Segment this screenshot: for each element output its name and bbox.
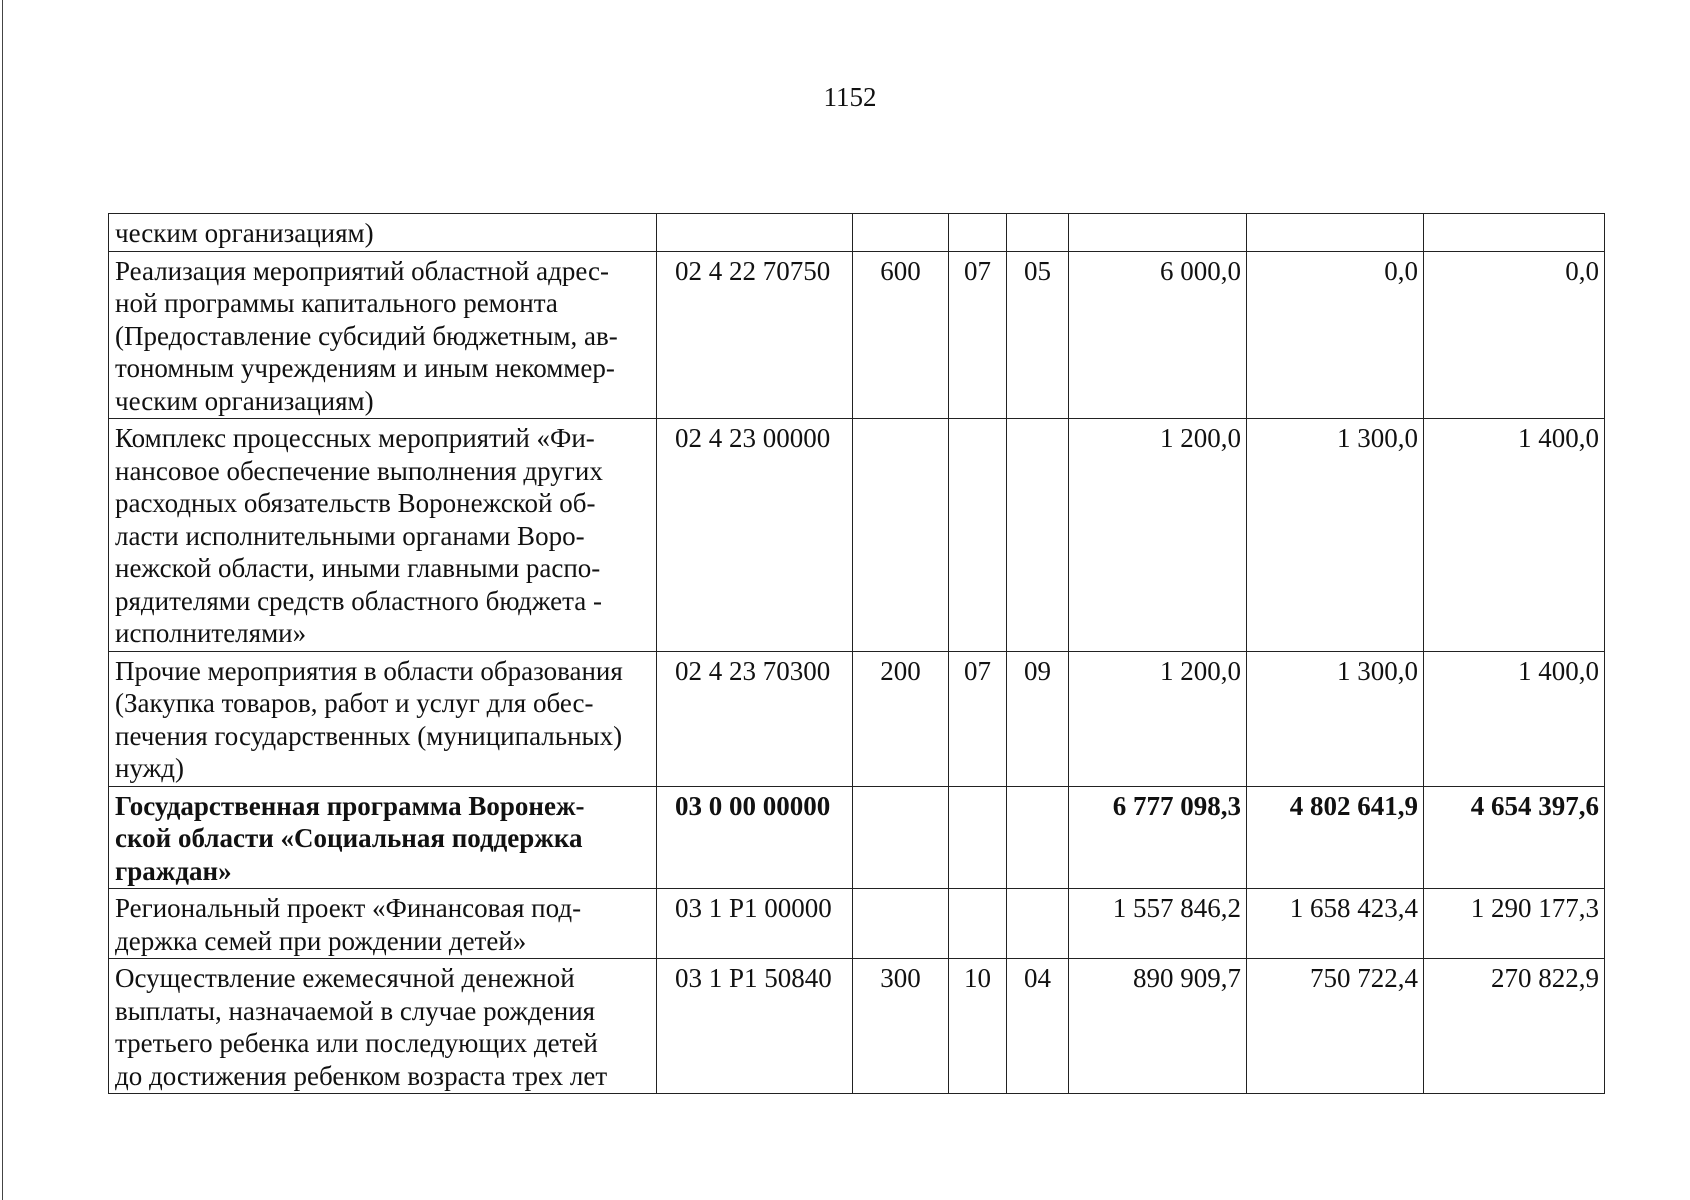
item-name-cell (109, 786, 657, 889)
item-name-cell (109, 651, 657, 786)
item-name-line: ческим организациям) (115, 385, 374, 416)
subsection-code-cell: 09 (1007, 651, 1069, 786)
item-name-line: нужд) (115, 753, 184, 783)
item-name-line: (Предоставление субсидий бюджетным, ав- (115, 320, 618, 351)
amount-year3-cell: 0,0 (1424, 251, 1605, 419)
amount-year3-cell: 270 822,9 (1424, 959, 1605, 1094)
subsection-code-cell: 04 (1007, 959, 1069, 1094)
table-row (109, 419, 1605, 652)
item-name-line: ческим организациям) (115, 218, 374, 248)
amount-year1-cell: 1 557 846,2 (1069, 889, 1247, 959)
item-name-line: третьего ребенка или последующих детей (115, 1028, 598, 1058)
item-name-line: Комплекс процессных мероприятий «Фи- (115, 423, 595, 453)
item-name-line: ной программы капитального ремонта (115, 288, 558, 318)
amount-year2-cell: 1 300,0 (1247, 419, 1424, 652)
item-name-cell (109, 214, 657, 252)
budget-table (108, 213, 1605, 1094)
item-name-line: ской области «Социальная поддержка (115, 823, 583, 853)
expense-type-cell: 200 (853, 651, 949, 786)
item-name-line: нежской области, иными главными распо- (115, 553, 601, 583)
subsection-code-cell (1007, 419, 1069, 652)
amount-year1-cell: 1 200,0 (1069, 651, 1247, 786)
table-row (109, 889, 1605, 959)
expense-type-cell: 300 (853, 959, 949, 1094)
target-article-code-cell: 03 1 Р1 50840 (657, 959, 853, 1094)
section-code-cell: 07 (949, 651, 1007, 786)
section-code-cell: 10 (949, 959, 1007, 1094)
item-name-line: (Закупка товаров, работ и услуг для обес- (115, 688, 594, 718)
section-code-cell (949, 419, 1007, 652)
item-name-line: рядителями средств областного бюджета - (115, 585, 603, 616)
section-code-cell (949, 786, 1007, 889)
section-code-cell: 07 (949, 251, 1007, 419)
amount-year2-cell: 4 802 641,9 (1247, 786, 1424, 889)
item-name-cell (109, 889, 657, 959)
page-number: 1152 (823, 82, 877, 112)
item-name-line: нансовое обеспечение выполнения других (115, 455, 603, 486)
item-name-line: Реализация мероприятий областной адрес- (115, 255, 609, 286)
item-name-line: тономным учреждениям и иным некоммер- (115, 353, 615, 383)
amount-year1-cell: 6 777 098,3 (1069, 786, 1247, 889)
item-name-line: исполнителями» (115, 618, 307, 648)
subsection-code-cell: 05 (1007, 251, 1069, 419)
item-name-line: Региональный проект «Финансовая под- (115, 893, 582, 923)
target-article-code-cell: 02 4 22 70750 (657, 251, 853, 419)
table-row (109, 786, 1605, 889)
amount-year3-cell: 1 400,0 (1424, 419, 1605, 652)
target-article-code-cell: 03 0 00 00000 (657, 786, 853, 889)
amount-year2-cell: 1 300,0 (1247, 651, 1424, 786)
item-name-line: граждан» (115, 855, 232, 886)
amount-year2-cell: 0,0 (1247, 251, 1424, 419)
section-code-cell (949, 214, 1007, 252)
section-code-cell (949, 889, 1007, 959)
amount-year1-cell: 6 000,0 (1069, 251, 1247, 419)
item-name-line: печения государственных (муниципальных) (115, 720, 623, 751)
amount-year2-cell (1247, 214, 1424, 252)
page-margin-line (2, 0, 3, 1200)
item-name-line: расходных обязательств Воронежской об- (115, 488, 596, 518)
table-row (109, 959, 1605, 1094)
item-name-cell (109, 419, 657, 652)
item-name-line: Прочие мероприятия в области образования (115, 655, 623, 686)
expense-type-cell (853, 786, 949, 889)
item-name-line: выплаты, назначаемой в случае рождения (115, 995, 596, 1026)
expense-type-cell (853, 889, 949, 959)
target-article-code-cell: 02 4 23 70300 (657, 651, 853, 786)
item-name-cell (109, 251, 657, 419)
subsection-code-cell (1007, 786, 1069, 889)
item-name-line: Государственная программа Воронеж- (115, 790, 585, 821)
amount-year1-cell (1069, 214, 1247, 252)
amount-year2-cell: 750 722,4 (1247, 959, 1424, 1094)
table-row (109, 251, 1605, 419)
target-article-code-cell: 02 4 23 00000 (657, 419, 853, 652)
amount-year2-cell: 1 658 423,4 (1247, 889, 1424, 959)
table-row (109, 651, 1605, 786)
target-article-code-cell: 03 1 Р1 00000 (657, 889, 853, 959)
amount-year3-cell: 1 290 177,3 (1424, 889, 1605, 959)
item-name-line: держка семей при рождении детей» (115, 925, 527, 956)
amount-year3-cell: 4 654 397,6 (1424, 786, 1605, 889)
amount-year3-cell (1424, 214, 1605, 252)
expense-type-cell (853, 419, 949, 652)
expense-type-cell: 600 (853, 251, 949, 419)
item-name-line: ласти исполнительными органами Воро- (115, 520, 585, 551)
subsection-code-cell (1007, 214, 1069, 252)
item-name-line: Осуществление ежемесячной денежной (115, 963, 575, 993)
amount-year3-cell: 1 400,0 (1424, 651, 1605, 786)
amount-year1-cell: 890 909,7 (1069, 959, 1247, 1094)
table-row (109, 214, 1605, 252)
item-name-cell (109, 959, 657, 1094)
subsection-code-cell (1007, 889, 1069, 959)
amount-year1-cell: 1 200,0 (1069, 419, 1247, 652)
budget-table-body (109, 214, 1605, 1094)
expense-type-cell (853, 214, 949, 252)
target-article-code-cell (657, 214, 853, 252)
item-name-line: до достижения ребенком возраста трех лет (115, 1060, 608, 1091)
